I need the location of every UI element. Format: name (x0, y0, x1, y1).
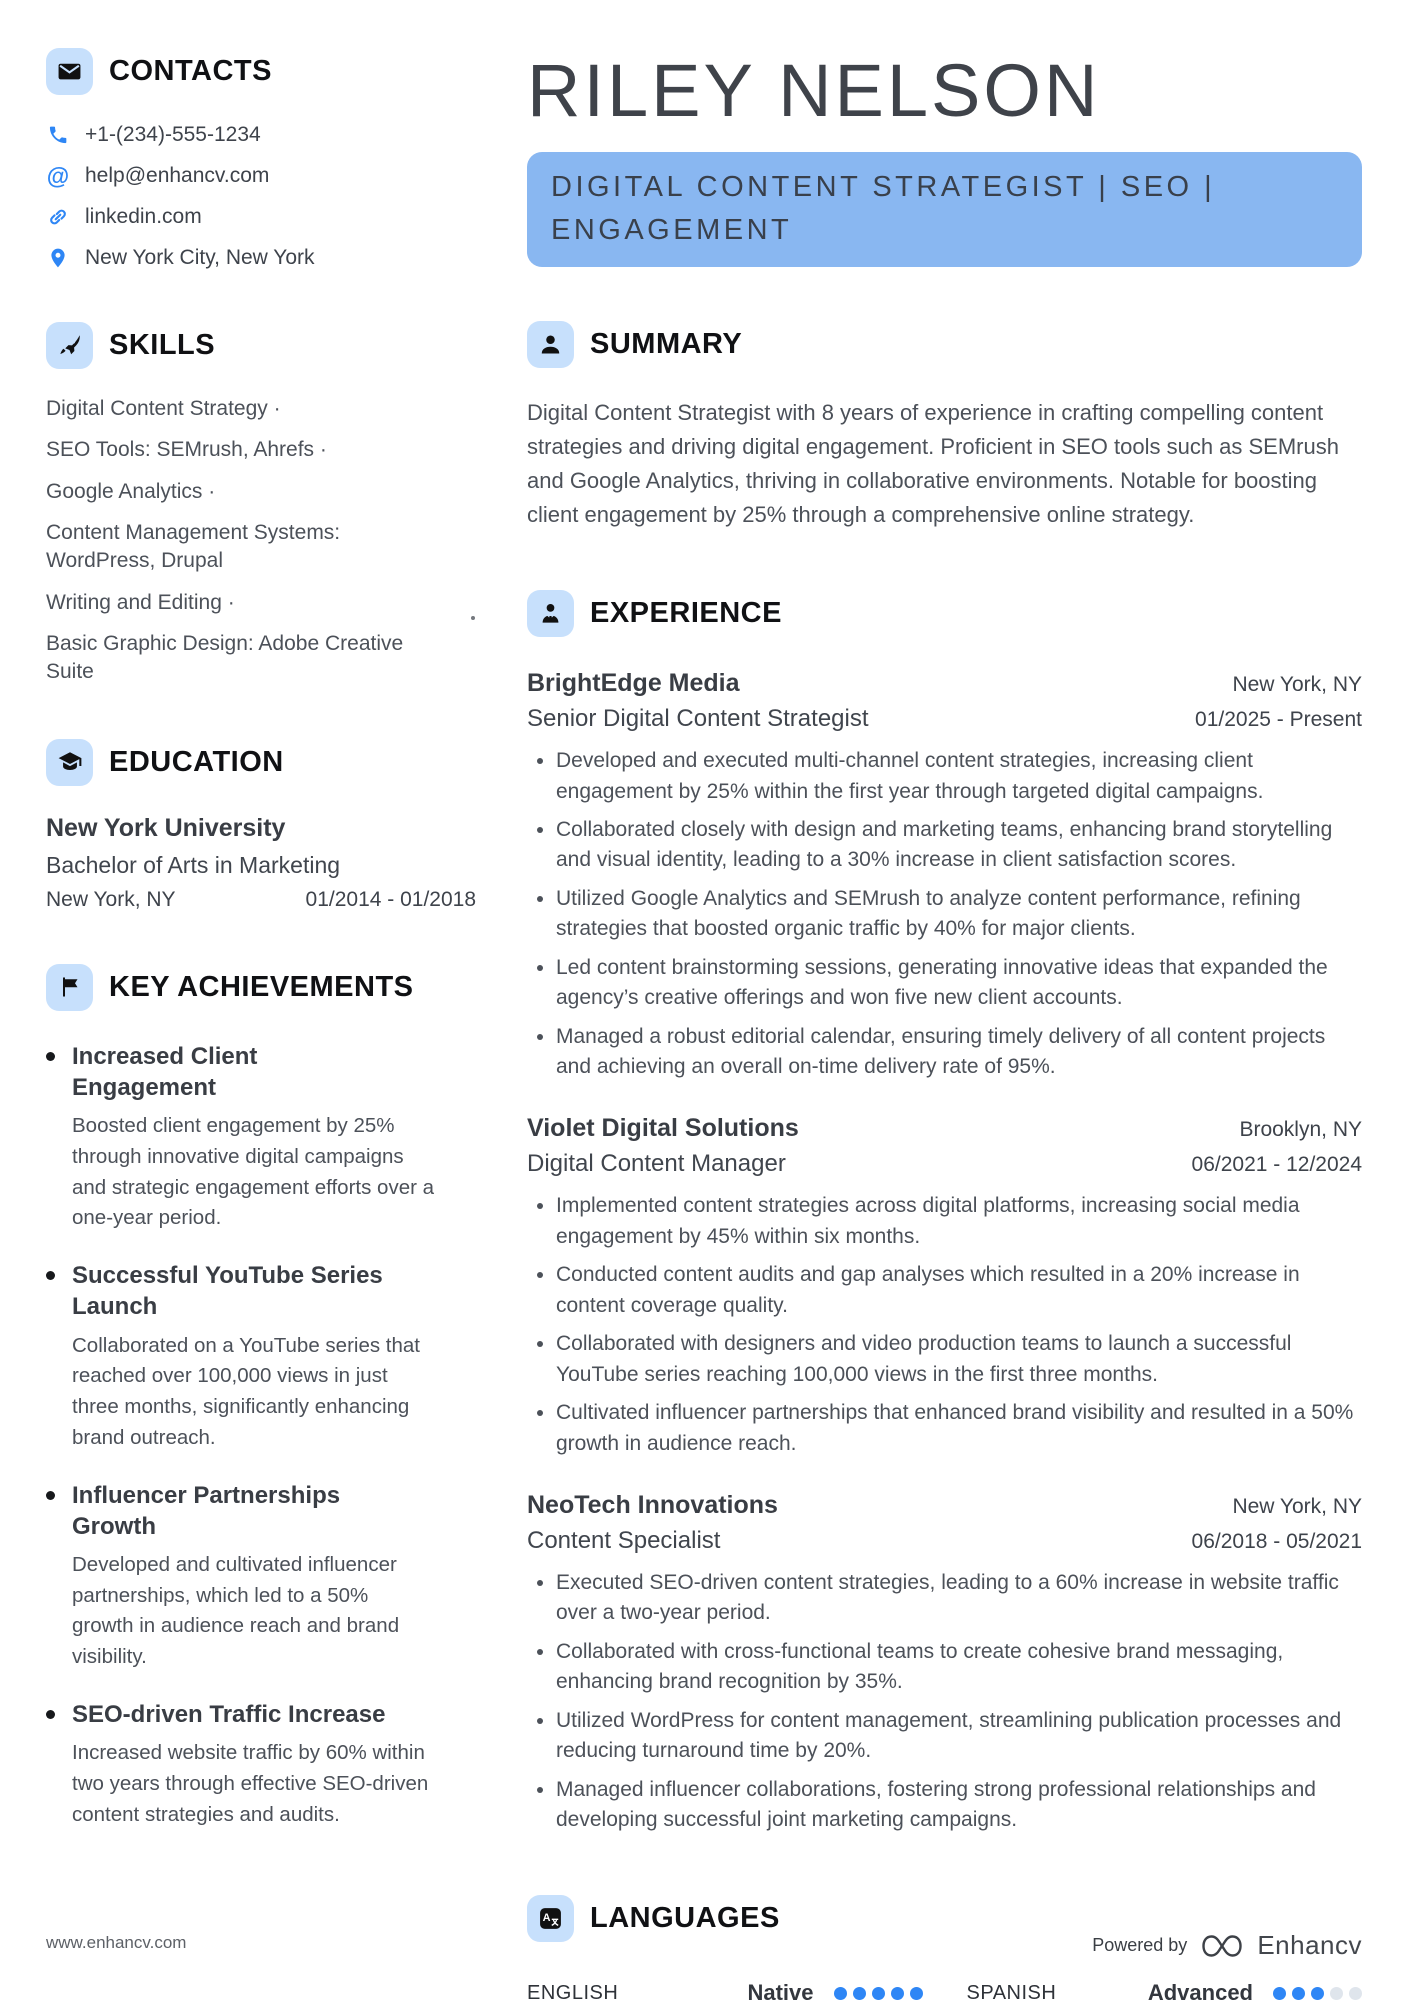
job-bullet: Developed and executed multi-channel content strategies, increasing client engagement by 25% within the first year through targeted digital campaigns. (527, 746, 1362, 807)
job-dates: 06/2021 - 12/2024 (1191, 1153, 1362, 1177)
skill-item: Basic Graphic Design: Adobe Creative Suite (46, 632, 404, 684)
job-bullet-list (527, 1191, 1362, 1459)
company-name: NeoTech Innovations (527, 1490, 778, 1519)
job-bullet: Implemented content strategies across digital platforms, increasing social media engagement by 45% within six months. (527, 1191, 1362, 1252)
achievement-desc: Collaborated on a YouTube series that reached over 100,000 views in just three months, significantly enhancing brand outreach. (72, 1333, 420, 1449)
education-school: New York University (46, 813, 286, 842)
language-list (527, 1980, 1362, 2006)
bullet-dot (537, 1272, 543, 1278)
education-heading: EDUCATION (109, 745, 284, 778)
experience-chip (527, 590, 574, 637)
skill-item: SEO Tools: SEMrush, Ahrefs · (46, 438, 327, 462)
rocket-icon (57, 333, 82, 358)
bullet-dot (537, 1410, 543, 1416)
job-role: Content Specialist (527, 1526, 721, 1554)
language-level-dots (1273, 1987, 1362, 2000)
contact-location-label: New York City, New York (85, 246, 315, 269)
achievements-chip (46, 964, 93, 1011)
level-dot-filled (872, 1987, 885, 2000)
job-location: New York, NY (1232, 673, 1362, 697)
achievement-bullet-dot (46, 1271, 55, 1280)
level-dot-filled (1311, 1987, 1324, 2000)
level-dot-filled (891, 1987, 904, 2000)
achievement-item (46, 1260, 476, 1453)
job-location: New York, NY (1232, 1494, 1362, 1518)
company-name: BrightEdge Media (527, 669, 740, 698)
achievement-item (46, 1699, 476, 1830)
job-entry-neotech (527, 1491, 1362, 1836)
job-title-banner: DIGITAL CONTENT STRATEGIST | SEO | ENGAGEMENT (527, 152, 1362, 267)
education-meta (46, 888, 476, 912)
job-location: Brooklyn, NY (1239, 1118, 1362, 1142)
job-bullet: Utilized Google Analytics and SEMrush to analyze content performance, refining strategies that boosted organic traffic by 40% for major clients. (527, 884, 1362, 945)
education-section (46, 739, 476, 912)
language-spanish (967, 1980, 1363, 2006)
skill-item: Google Analytics · (46, 479, 216, 503)
person-name: RILEY NELSON (527, 49, 1101, 132)
bullet-dot (537, 827, 543, 833)
job-bullet-list (527, 746, 1362, 1082)
phone-icon (47, 124, 69, 146)
sidebar (46, 48, 476, 2006)
bullet-dot (537, 1034, 543, 1040)
experience-section (527, 590, 1362, 1835)
contact-email[interactable] (46, 164, 476, 188)
bullet-dot (537, 1718, 543, 1724)
achievements-section (46, 964, 476, 1831)
skill-item: Writing and Editing · (46, 590, 235, 614)
education-dates: 01/2014 - 01/2018 (305, 887, 476, 911)
level-dot-filled (1273, 1987, 1286, 2000)
contact-location (46, 246, 476, 270)
education-degree: Bachelor of Arts in Marketing (46, 851, 341, 878)
contacts-chip (46, 48, 93, 95)
location-pin-icon (47, 247, 69, 269)
bullet-dot (537, 1649, 543, 1655)
achievements-header (46, 964, 476, 1011)
skills-heading: SKILLS (109, 329, 216, 361)
level-dot-filled (910, 1987, 923, 2000)
skills-chip (46, 322, 93, 369)
job-dates: 06/2018 - 05/2021 (1191, 1529, 1362, 1553)
job-bullet: Collaborated with cross-functional teams to create cohesive brand messaging, enhancing brand recognition by 35%. (527, 1637, 1362, 1698)
job-entry-brightedge (527, 669, 1362, 1082)
achievement-bullet-dot (46, 1052, 55, 1061)
achievement-title: SEO-driven Traffic Increase (72, 1700, 386, 1728)
achievement-bullet-dot (46, 1491, 55, 1500)
skill-list (46, 395, 476, 687)
job-bullet: Led content brainstorming sessions, generating innovative ideas that expanded the agency’s creative offerings and won five new client accounts. (527, 953, 1362, 1014)
contact-email-label: help@enhancv.com (85, 164, 270, 187)
language-level: Native (747, 1980, 814, 2006)
achievement-desc: Boosted client engagement by 25% through innovative digital campaigns and strategic engagement efforts over a one-year period. (72, 1114, 435, 1230)
achievement-title: Successful YouTube Series Launch (72, 1262, 383, 1321)
languages-chip (527, 1895, 574, 1942)
job-bullet: Cultivated influencer partnerships that enhanced brand visibility and resulted in a 50% growth in audience reach. (527, 1398, 1362, 1459)
achievements-heading: KEY ACHIEVEMENTS (109, 970, 414, 1003)
skill-item: Digital Content Strategy · (46, 397, 281, 420)
job-bullet: Utilized WordPress for content management, streamlining publication processes and reducing turnaround time by 20%. (527, 1706, 1362, 1767)
level-dot-filled (834, 1987, 847, 2000)
summary-header (527, 321, 1362, 368)
bullet-dot (537, 965, 543, 971)
level-dot-filled (853, 1987, 866, 2000)
education-header (46, 739, 476, 786)
skill-item: Content Management Systems: WordPress, Drupal (46, 521, 341, 573)
contact-link[interactable] (46, 205, 476, 229)
language-name: ENGLISH (527, 1981, 619, 2004)
level-dot-filled (1292, 1987, 1305, 2000)
envelope-icon (57, 59, 82, 84)
summary-chip (527, 321, 574, 368)
summary-section (527, 321, 1362, 532)
contacts-section (46, 48, 476, 270)
enhancv-logo-icon (1199, 1932, 1245, 1960)
achievement-item (46, 1480, 476, 1673)
language-level: Advanced (1147, 1980, 1253, 2006)
experience-heading: EXPERIENCE (590, 597, 782, 630)
achievement-item (46, 1041, 476, 1234)
main-column (527, 48, 1362, 2006)
contact-link-label: linkedin.com (85, 205, 202, 228)
achievement-title: Influencer Partnerships Growth (72, 1481, 341, 1540)
summary-text: Digital Content Strategist with 8 years of experience in crafting compelling content strategies and driving digital engagement. Proficient in SEO tools such as SEMrush and Google Analytics, thriving in collaborative environments. Notable for boosting client engagement by 25% through a comprehensive online strategy. (527, 399, 1339, 527)
contact-list (46, 123, 476, 270)
achievement-title: Increased Client Engagement (72, 1042, 258, 1101)
job-bullet: Collaborated closely with design and marketing teams, enhancing brand storytelling and visual identity, leading to a 30% increase in client satisfaction scores. (527, 815, 1362, 876)
contacts-heading: CONTACTS (109, 55, 272, 87)
contact-phone[interactable] (46, 123, 476, 147)
bullet-dot (537, 1787, 543, 1793)
flag-icon (58, 975, 82, 999)
job-role: Digital Content Manager (527, 1150, 786, 1178)
achievement-desc: Developed and cultivated influencer partnerships, which led to a 50% growth in audience reach and brand visibility. (72, 1552, 400, 1669)
powered-by-label: Powered by (1092, 1935, 1188, 1955)
experience-header (527, 590, 1362, 637)
skills-header (46, 322, 476, 369)
bullet-dot (537, 896, 543, 902)
job-dates: 01/2025 - Present (1195, 708, 1362, 732)
bullet-dot (537, 1580, 543, 1586)
bullet-dot (537, 1341, 543, 1347)
website-link[interactable]: www.enhancv.com (46, 1933, 187, 1952)
language-english (527, 1980, 923, 2006)
bullet-dot (537, 1203, 543, 1209)
job-bullet: Executed SEO-driven content strategies, leading to a 60% increase in website traffic over a two-year period. (527, 1568, 1362, 1629)
contact-phone-label: +1-(234)-555-1234 (85, 123, 261, 146)
user-tie-icon (538, 601, 563, 626)
at-icon: @ (46, 162, 70, 189)
powered-by[interactable] (1092, 1930, 1362, 1961)
translate-icon (538, 1906, 563, 1931)
brand-name: Enhancv (1257, 1930, 1362, 1960)
summary-heading: SUMMARY (590, 327, 743, 360)
language-level-dots (834, 1987, 923, 2000)
languages-heading: LANGUAGES (590, 1902, 780, 1935)
graduation-cap-icon (57, 749, 83, 775)
language-name: SPANISH (966, 1981, 1057, 2004)
bullet-dot (537, 758, 543, 764)
job-entry-violet (527, 1114, 1362, 1459)
job-bullet: Managed a robust editorial calendar, ensuring timely delivery of all content projects and achieving an overall on-time delivery rate of 95%. (527, 1022, 1362, 1083)
level-dot-empty (1330, 1987, 1343, 2000)
achievement-bullet-dot (46, 1710, 55, 1719)
skills-section (46, 322, 476, 687)
link-icon (47, 206, 69, 228)
job-role: Senior Digital Content Strategist (527, 705, 869, 733)
job-bullet: Managed influencer collaborations, fostering strong professional relationships and developing successful joint marketing campaigns. (527, 1775, 1362, 1836)
contacts-header (46, 48, 476, 95)
job-bullet: Collaborated with designers and video production teams to launch a successful YouTube series reaching 100,000 views in the first three months. (527, 1329, 1362, 1390)
svg-text:A: A (542, 1912, 551, 1925)
job-bullet-list (527, 1568, 1362, 1836)
achievement-list (46, 1041, 476, 1831)
achievement-desc: Increased website traffic by 60% within two years through effective SEO-driven content strategies and audits. (72, 1741, 429, 1826)
education-location: New York, NY (46, 887, 176, 911)
company-name: Violet Digital Solutions (527, 1114, 799, 1143)
level-dot-empty (1349, 1987, 1362, 2000)
job-bullet: Conducted content audits and gap analyses which resulted in a 20% increase in content coverage quality. (527, 1260, 1362, 1321)
user-icon (538, 332, 563, 357)
education-chip (46, 739, 93, 786)
